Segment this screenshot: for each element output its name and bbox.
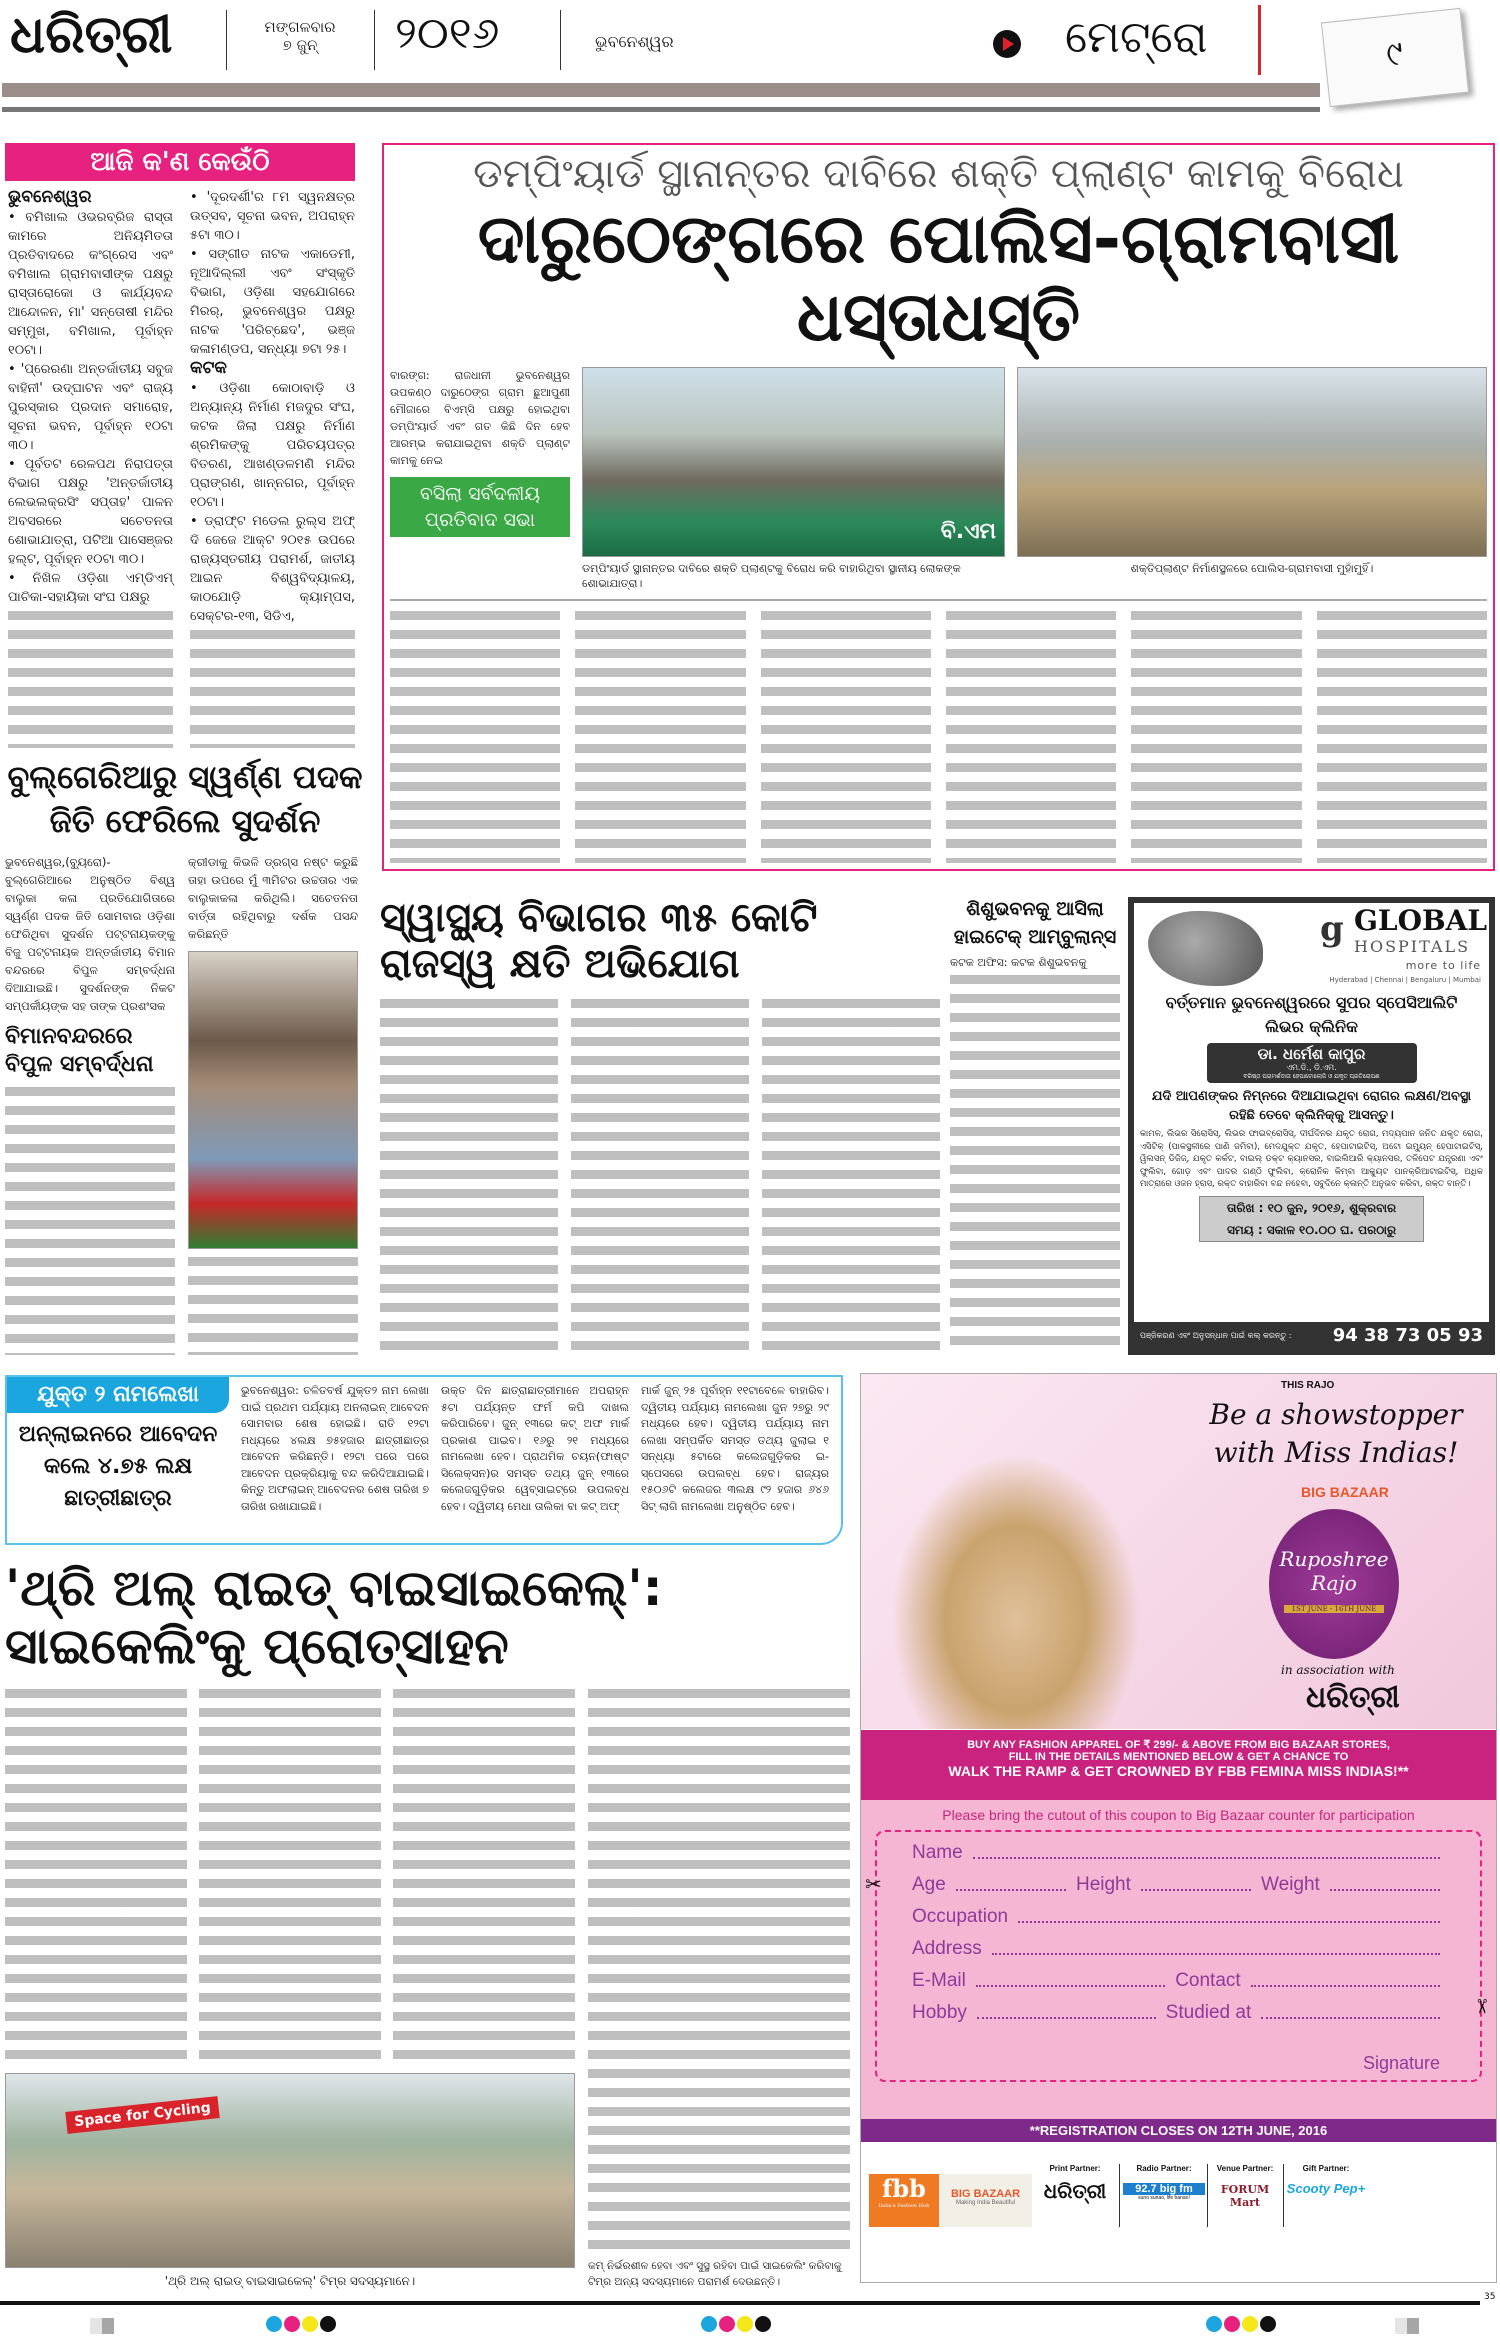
doctor-designation: ବରିଷ୍ଠ ପରାମର୍ଶଦାତା ହେପାଟୋଲୋଜି ଓ ଯକୃତ ପ୍ରତିରୋପଣ	[1243, 1073, 1380, 1080]
clinic-time: ସମୟ : ସକାଳ ୧୦.୦୦ ଘ. ପରଠାରୁ	[1226, 1222, 1397, 1237]
listing-city-heading: କଟକ	[190, 358, 227, 378]
doctor-degree: ଏମ.ଡି., ଡି.ଏମ.	[1286, 1063, 1337, 1072]
sand-art-headline: ବୁଲ୍‌ଗେରିଆରୁ ସ୍ୱର୍ଣ୍ଣ ପଦକ ଜିତି ଫେରିଲେ ସୁଦର୍ଶନ	[7, 758, 363, 840]
listing-item: • ଓଡ଼ିଶା କୋଠାବାଡ଼ି ଓ ଅନ୍ୟାନ୍ୟ ନିର୍ମାଣ ମଜଦୁର ସଂଘ, କଟକ ଜିଲା ପକ୍ଷରୁ ନିର୍ମାଣ ଶ୍ରମିକଙ୍କୁ ପରିଚୟପତ୍ର ବିତରଣ, ଆଖଣ୍ଡଳମଣି ମନ୍ଦିର ପ୍ରାଙ୍ଗଣ, ଖାନ୍‌ନଗର, ପୂର୍ବାହ୍ନ ୧୦ଟା।	[190, 380, 355, 510]
article-body-text	[761, 611, 931, 863]
field-name[interactable]: Name	[912, 1832, 1440, 1864]
field-age-height-weight[interactable]: Age Height Weight	[912, 1864, 1440, 1896]
plus2-column: ଭୁବନେଶ୍ୱର: ଚଳିତବର୍ଷ ଯୁକ୍ତ୨ ନାମ ଲେଖା ପାଇଁ ପ୍ରଥମ ପର୍ଯ୍ୟାୟ ଅନଲାଇନ୍ ଆବେଦନ ସୋମବାର ଶେଷ ହୋଇଛି। ରାତି ୧୨ଟା ମଧ୍ୟରେ ୪ଲକ୍ଷ ୭୫ହଜାର ଛାତ୍ରୀଛାତ୍ର ଆବେଦନ କରିଛନ୍ତି। ୧୨ଟା ପରେ ପରେ ଆବେଦନ ପ୍ରକ୍ରିୟାକୁ ବନ୍ଦ କରିଦିଆଯାଇଛି। କିନ୍ତୁ ଅଫଲାଇନ୍ ଆବେଦନର ଶେଷ ତାରିଖ ୭ ତାରିଖ ରଖାଯାଇଛି।	[241, 1384, 429, 1513]
article-body-text	[1317, 611, 1487, 863]
listing-item: • 'ପ୍ରେରଣା ଅନ୍ତର୍ଜାତୀୟ ସବୁଜ ବାହିନୀ' ଉଦ୍‌ଘାଟନ ଏବଂ ରାଜ୍ୟ ପୁରସ୍କାର ପ୍ରଦାନ ସମାରୋହ, ସୂଚନା ଭବନ, ପୂର୍ବାହ୍ନ ୧୦ଟା ୩୦।	[8, 361, 173, 453]
section-title: ମେଟ୍ରୋ	[1065, 12, 1208, 63]
header-rule	[2, 107, 1320, 112]
cycling-photo	[5, 2073, 575, 2268]
radio-partner: Radio Partner: 92.7 big fm suno sunao, life banao!	[1123, 2164, 1205, 2201]
police-photo	[1017, 367, 1487, 557]
ad-kicker: THIS RAJO	[1281, 1380, 1335, 1391]
clinic-date: ତାରିଖ : ୧୦ ଜୁନ, ୨୦୧୬, ଶୁକ୍ରବାର	[1226, 1200, 1397, 1215]
field-email-contact[interactable]: E-Mail Contact	[912, 1960, 1440, 1992]
plus2-headline: ଅନ୍‌ଲାଇନରେ ଆବେଦନ କଲେ ୪.୭୫ ଲକ୍ଷ ଛାତ୍ରୀଛାତ୍ର	[18, 1422, 218, 1511]
article-body-text	[571, 999, 749, 1355]
ad-title: Be a showstopper with Miss Indias!	[1209, 1398, 1463, 1469]
lead-subhead: ବସିଲା ସର୍ବଦଳୀୟ ପ୍ରତିବାଦ ସଭା	[390, 477, 570, 537]
phone-number[interactable]: 94 38 73 05 93	[1332, 1325, 1483, 1346]
page-number: ୯	[1384, 33, 1406, 75]
sand-art-subhead: ବିମାନବନ୍ଦରରେ ବିପୁଳ ସମ୍ବର୍ଦ୍ଧନା	[5, 1024, 154, 1077]
article-body-text	[588, 1689, 850, 2254]
scissors-icon: ✂	[1469, 1998, 1492, 2015]
field-hobby-studied[interactable]: Hobby Studied at	[912, 1992, 1440, 2024]
bigbazaar-partner-logo: BIG BAZAAR Making India Beautiful	[939, 2174, 1032, 2227]
print-partner: Print Partner: ଧରିତ୍ରୀ	[1043, 2164, 1107, 2203]
hospital-tagline: more to life	[1405, 959, 1481, 972]
dharitri-logo: ଧରିତ୍ରୀ	[1306, 1680, 1400, 1715]
lead-intro: ବାରଙ୍ଗ: ରାଜଧାନୀ ଭୁବନେଶ୍ୱର ଉପକଣ୍ଠ ଦାରୁଠେଙ୍ଗ ଗ୍ରାମ ଛୁଆପୁଣୀ ମୌଜାରେ ବିଏମ୍‌ସି ପକ୍ଷରୁ ହୋଇଥିବା ଡମ୍ପିଂୟାର୍ଡ ଏବଂ ଗତ କିଛି ଦିନ ହେବ ଆରମ୍ଭ କରାଯାଇଥିବା ଶକ୍ତି ପ୍ଲାଣ୍ଟ କାମକୁ ନେଇ	[390, 369, 570, 468]
article-body-text	[950, 975, 1120, 1355]
coupon-form	[875, 1830, 1482, 2082]
footer-rule	[0, 2301, 1480, 2305]
lead-body	[390, 367, 1487, 863]
photo-caption: ଶକ୍ତିପ୍ଲାଣ୍ଟ ନିର୍ମାଣସ୍ଥଳରେ ପୋଲିସ-ଗ୍ରାମବାସୀ ମୁହାଁମୁହିଁ।	[1130, 562, 1374, 576]
conditions-list: କାମଳ, ଲିଭର ସିରୋସିସ୍, ଲିଭର ଫାଇବ୍ରୋସିସ୍, ଦୀର୍ଘଦିନର ଯକୃତ ରୋଗ, ମଦ୍ୟପାନ ଜନିତ ଯକୃତ ରୋଗ, ଏସିଟିକ୍ (ପାକସ୍ଥଳୀରେ ପାଣି ଜମିବା), ମେଦଯୁକ୍ତ ଯକୃତ, ହେପାଟାଇଟିସ୍, ଅଟୋ ଇମ୍ୟୁନ୍ ହେପାଟାଇଟିସ୍, ୱିଲସନ୍ ଡିଜିଜ୍, ଯକୃତ କର୍କଟ, ବାଇଲ୍ ଡକ୍ଟ କ୍ୟାନସର, ବାଇଲିଆରି କ୍ୟାନସର, ତଳିପେଟ ଯନ୍ତ୍ରଣା ଏବଂ ଫୁଲିବା, ଗୋଡ଼ ଏବଂ ପାଦର ଗଣ୍ଠି ଫୁଲିବା, କ୍ରୋନିକ କିମ୍ବା ଆକ୍ୟୁଟ ପାନକ୍ରିଆଟାଇଟିସ୍, ଅଧିକ ମାତ୍ରାରେ ଓଜନ ହ୍ରାସ, ରକ୍ତ ବାହାରିବା ବନ୍ଦ ନହେବା, ସବୁଦିନେ କ୍ଳାନ୍ତି ଅନୁଭବ କରିବା, ରକ୍ତ ବାନ୍ତି।	[1140, 1129, 1483, 1189]
article-body-text	[393, 1689, 575, 2065]
hospital-brand-sub: HOSPITALS	[1354, 937, 1471, 956]
coupon-instruction: Please bring the cutout of this coupon to Big Bazaar counter for participation	[942, 1807, 1415, 1823]
hospital-ad	[1128, 897, 1495, 1355]
field-address[interactable]: Address	[912, 1928, 1440, 1960]
protest-photo: ବି.ଏମ	[582, 367, 1005, 557]
folio-number: 35	[1484, 2292, 1496, 2302]
scissors-icon: ✂	[865, 1874, 882, 1896]
page-number-tab	[1321, 8, 1469, 107]
plus2-tag: ଯୁକ୍ତ ୨ ନାମଲେଖା	[7, 1377, 229, 1413]
clinic-title: ବର୍ତ୍ତମାନ ଭୁବନେଶ୍ୱରରେ ସୁପର ସ୍ପେସିଆଲିଟି ଲିଭର କ୍ଲିନିକ	[1165, 993, 1458, 1036]
newspaper-logo: ଧରିତ୍ରୀ	[10, 4, 173, 65]
article-body-text	[5, 1689, 187, 2065]
year-label: ୨୦୧୬	[395, 8, 500, 59]
health-headline: ସ୍ୱାସ୍ଥ୍ୟ ବିଭାଗର ୩୫ କୋଟି ରାଜସ୍ୱ କ୍ଷତି ଅଭିଯୋଗ	[380, 895, 818, 987]
article-body-text	[1131, 611, 1301, 863]
ambulance-headline: ଶିଶୁଭବନକୁ ଆସିଲା ହାଇଟେକ୍ ଆମ୍ବୁଲାନ୍ସ	[953, 898, 1117, 948]
article-body-text	[762, 999, 940, 1355]
listing-item: • ବମିଖାଲ ଓଭରବ୍ରିଜ ରାସ୍ତା କାମରେ ଅନିୟମିତତା ପ୍ରତିବାଦରେ କଂଗ୍ରେସ ଏବଂ ବମିଖାଲ ଗ୍ରାମବାସୀଙ୍କ ପକ୍ଷରୁ ରାସ୍ତାରୋକୋ ଓ କାର୍ଯ୍ୟବନ୍ଦ ଆନ୍ଦୋଳନ, ମା' ସନ୍ତୋଷୀ ମନ୍ଦିର ସମ୍ମୁଖ, ବମିଖାଲ, ପୂର୍ବାହ୍ନ ୧୦ଟା।	[8, 209, 173, 358]
date-block	[245, 18, 355, 54]
article-body-text	[5, 1087, 175, 1355]
sand-art-quote: କ୍ରୀଡାକୁ କିଭଳି ଡ୍ରଗ୍ସ ନଷ୍ଟ କରୁଛି ତାହା ଉପରେ ମୁଁ ୩ମିଟର ଉଚ୍ଚତାର ଏକ ବାଲୁକାକଳା କରିଥିଲି। ସଚେତନତା ବାର୍ତ୍ତା ରହିଥିବାରୁ ଦର୍ଶକ ପସନ୍ଦ କରିଛନ୍ତି	[188, 855, 358, 941]
article-body-text	[380, 999, 558, 1355]
listing-item: • ଡ୍ରାଫ୍ଟ ମଡେଲ ରୁଲ୍‌ସ ଅଫ୍ ଦି ଜେଜେ ଆକ୍ଟ ୨୦୧୫ ଉପରେ ରାଜ୍ୟସ୍ତରୀୟ ପରାମର୍ଶ, ଜାତୀୟ ଆଇନ ବିଶ୍ୱବିଦ୍ୟାଳୟ, କାଠଯୋଡ଼ି କ୍ୟାମ୍ପସ, ସେକ୍ଟର-୧୩, ସିଡିଏ,	[190, 513, 355, 624]
header-band	[2, 83, 1320, 97]
listings-title: ଆଜି କ'ଣ କେଉଁଠି	[5, 143, 355, 181]
field-occupation[interactable]: Occupation	[912, 1896, 1440, 1928]
photo-caption: 'ଥ୍ରି ଅଲ୍ ରାଇଡ୍ ବାଇସାଇକେଲ୍' ଟିମ୍‌ର ସଦସ୍ୟମାନେ।	[164, 2274, 416, 2288]
g-logo-icon: g	[1320, 909, 1344, 949]
fbb-logo: fbb India's Fashion Hub	[869, 2174, 939, 2227]
listing-item: • ସଙ୍ଗୀତ ନାଟକ ଏକାଡେମୀ, ନୂଆଦିଲ୍ଲୀ ଏବଂ ସଂସ୍କୃତି ବିଭାଗ, ଓଡ଼ିଶା ସହଯୋଗରେ ମିରର୍, ଭୁବନେଶ୍ୱର ପକ୍ଷରୁ ନାଟକ 'ପରିଚ୍ଛେଦ', ଭଞ୍ଜ କଳାମଣ୍ଡପ, ସନ୍ଧ୍ୟା ୭ଟା ୨୫।	[190, 247, 355, 357]
listing-item: • 'ଦୂରଦର୍ଶୀ'ର ୮ମ ସ୍ୱନକ୍ଷତ୍ର ଉତ୍ସବ, ସୂଚନା ଭବନ, ଅପରାହ୍ନ ୫ଟା ୩୦।	[190, 190, 355, 243]
sand-art-story	[5, 755, 365, 1355]
cycling-story	[5, 1560, 850, 2290]
photo-caption: ଡମ୍ପିଂୟାର୍ଡ ସ୍ଥାନାନ୍ତର ଦାବିରେ ଶକ୍ତି ପ୍ଲାଣ୍ଟକୁ ବିରୋଧ କରି ବାହାରିଥିବା ସ୍ଥାନୀୟ ଲୋକଙ୍କ ଶୋଭାଯାତ୍ରା।	[582, 562, 961, 591]
article-body-text	[199, 1689, 381, 2065]
article-body-text	[390, 611, 560, 863]
contact-bar	[1134, 1322, 1489, 1349]
doctor-box	[1207, 1043, 1417, 1083]
gift-partner: Gift Partner: Scooty Pep+	[1286, 2164, 1366, 2196]
lead-headline: ଦାରୁଠେଙ୍ଗରେ ପୋଲିସ-ଗ୍ରାମବାସୀ ଧସ୍ତାଧସ୍ତି	[477, 200, 1400, 358]
day-label: ମଙ୍ଗଳବାର	[264, 18, 336, 36]
contact-label: ପଞ୍ଜିକରଣ ଏବଂ ଅନୁସନ୍ଧାନ ପାଇଁ କଲ୍ କରନ୍ତୁ :	[1140, 1330, 1292, 1340]
color-registration-dots	[700, 2316, 772, 2336]
sudarshan-photo	[188, 951, 358, 1249]
bigbazaar-ad	[860, 1373, 1497, 2283]
color-registration-dots	[265, 2316, 337, 2336]
signature-label: Signature	[1362, 2053, 1440, 2073]
venue-partner: Venue Partner: FORUM Mart	[1216, 2164, 1274, 2209]
health-story	[380, 895, 940, 1355]
offer-banner: BUY ANY FASHION APPAREL OF ₹ 299/- & ABOVE FROM BIG BAZAAR STORES, FILL IN THE DETAILS MENTIONED BELOW & GET A CHANCE TO WALK THE RAMP & GET CROWNED BY FBB FEMINA MISS INDIAS!**	[861, 1730, 1496, 1800]
listings-right-column	[190, 188, 355, 748]
article-body-text	[946, 611, 1116, 863]
plus2-column: ମାର୍କ ଜୁନ୍ ୨୫ ପୂର୍ବାହ୍ନ ୧୧ଟାବେଳେ ବାହାରିବ। ଦ୍ୱିତୀୟ ପର୍ଯ୍ୟାୟ ନାମଲେଖା ଜୁନ ୨୭ରୁ ୨୯ ମଧ୍ୟରେ ହେବ। ଦ୍ୱିତୀୟ ପର୍ଯ୍ୟାୟ ନାମ ଲେଖା ସମ୍ପର୍କିତ ସମସ୍ତ ତଥ୍ୟ ଜୁଲାଇ ୧ ସନ୍ଧ୍ୟା ୫ଟାରେ କଲେଜଗୁଡ଼ିକର ଇ-ସ୍ପେସରେ ଉପଲବ୍ଧ ହେବ। ରାଜ୍ୟର ୧୫୦୬ଟି କଲେଜର ୩ଲକ୍ଷ ୯୨ ହଜାର ୬୪୬ ସିଟ୍ ଲାଗି ନାମଲେଖା ଅନୁଷ୍ଠିତ ହେବ।	[641, 1384, 829, 1513]
bigbazaar-logo: BIG BAZAAR	[1301, 1484, 1389, 1500]
listings-left-column	[8, 188, 173, 748]
article-body-text	[575, 611, 745, 863]
listing-item: • ନିଖିଳ ଓଡ଼ିଶା ଏମ୍‌ଡିଏମ୍ ପାଚିକା-ସହାୟିକା ସଂଘ ପକ୍ଷରୁ	[8, 570, 173, 605]
listing-item: • ପୂର୍ବତଟ ରେଳପଥ ନିରାପତ୍ତା ବିଭାଗ ପକ୍ଷରୁ 'ଅନ୍ତର୍ଜାତୀୟ ଲେଭଲକ୍ରସିଂ ସପ୍ତାହ' ପାଳନ ଅବସରରେ ସଚେତନତା ଶୋଭାଯାତ୍ରା, ପଟିଆ ପାସେଞ୍ଜର ହଲ୍‌ଟ, ପୂର୍ବାହ୍ନ ୧୦ଟା ୩୦।	[8, 456, 173, 567]
red-divider	[1258, 5, 1261, 75]
cycling-closing: କମ୍ ନିର୍ଭରଶୀଳ ହେବା ଏବଂ ସୁସ୍ଥ ରହିବା ପାଇଁ ସାଇକେଲିଂ କରିବାକୁ ଟିମ୍‌ର ଅନ୍ୟ ସଦସ୍ୟମାନେ ପରାମର୍ଶ ଦେଉଛନ୍ତି।	[588, 2260, 842, 2288]
ruposhree-badge: Ruposhree Rajo 1ST JUNE - 16TH JUNE	[1269, 1509, 1399, 1659]
cycling-headline: 'ଥ୍ରି ଅଲ୍ ରାଇଡ୍ ବାଇସାଇକେଲ୍': ସାଇକେଲିଂକୁ ପ୍ରୋତ୍ସାହନ	[5, 1559, 663, 1675]
registration-mark	[90, 2318, 114, 2334]
ambulance-intro: କଟକ ଅଫିସ: କଟକ ଶିଶୁଭବନକୁ	[950, 956, 1087, 969]
hospital-brand: GLOBAL	[1354, 904, 1488, 937]
ambulance-story	[950, 895, 1120, 1355]
association-text: in association with	[1281, 1663, 1395, 1677]
city-label: ଭୁବନେଶ୍ୱର	[595, 32, 674, 51]
registration-mark	[1395, 2318, 1419, 2334]
registration-banner: **REGISTRATION CLOSES ON 12TH JUNE, 2016	[861, 2119, 1496, 2142]
clinic-schedule	[1199, 1196, 1424, 1242]
listing-city-heading: ଭୁବନେଶ୍ୱର	[8, 187, 92, 207]
liver-image	[1148, 911, 1263, 986]
doctor-name: ଡା. ଧର୍ମେଶ କାପୁର	[1257, 1045, 1366, 1063]
color-registration-dots	[1205, 2316, 1277, 2336]
hospital-cities: Hyderabad | Chennai | Bengaluru | Mumbai	[1329, 976, 1481, 984]
article-body-text	[188, 1257, 358, 1355]
plus2-story	[5, 1375, 843, 1545]
lead-kicker: ଡମ୍ପିଂୟାର୍ଡ ସ୍ଥାନାନ୍ତର ଦାବିରେ ଶକ୍ତି ପ୍ଲାଣ୍ଟ କାମକୁ ବିରୋଧ	[473, 151, 1404, 197]
lead-story	[382, 143, 1495, 871]
plus2-column: ଉକ୍ତ ଦିନ ଛାତ୍ରାଛାତ୍ରୀମାନେ ଅପରାହ୍ନ ୫ଟା ପର୍ଯ୍ୟନ୍ତ ଫର୍ମ କପି ଦାଖଲ କରିପାରିବେ। ଜୁନ୍ ୧୩ରେ କଟ୍ ଅଫ ମାର୍କ ପ୍ରକାଶ ପାଇବ। ୧୬ରୁ ୨୧ ମଧ୍ୟରେ ନାମଲେଖା ହେବ। ପ୍ରାଥମିକ ଚୟନ(ଫାଷ୍ଟ ସିଲେକ୍ସନ)ର ସମସ୍ତ ତଥ୍ୟ ଜୁନ୍ ୧୩ରେ କଲେଜଗୁଡ଼ିକର ୱେବ୍‌ସାଇଟ୍‌ରେ ଉପଲବ୍ଧ ହେବ। ଦ୍ୱିତୀୟ ମେଧା ତାଲିକା ବା କଟ୍ ଅଫ୍	[441, 1384, 629, 1513]
play-bullet-icon	[993, 30, 1021, 58]
date-label: ୭ ଜୁନ୍	[282, 36, 318, 54]
clinic-cta: ଯଦି ଆପଣଙ୍କର ନିମ୍ନରେ ଦିଆଯାଇଥିବା ରୋଗର ଲକ୍ଷଣ/ଅବସ୍ଥା ରହିଛି ତେବେ କ୍ଲିନିକ୍‌କୁ ଆସନ୍ତୁ।	[1151, 1089, 1472, 1123]
sand-art-intro: ଭୁବନେଶ୍ୱର,(ବ୍ୟୁରୋ)- ବୁଲ୍‌ଗେରିଆରେ ଅନୁଷ୍ଠିତ ବିଶ୍ୱ ବାଲୁକା କଳା ପ୍ରତିଯୋଗିତାରେ ସ୍ୱର୍ଣ୍ଣ ପଦକ ଜିତି ସୋମବାର ଓଡ଼ିଶା ଫେରିଥିବା ସୁଦର୍ଶନ ପଟ୍ଟନାୟକଙ୍କୁ ବିଜୁ ପଟ୍ଟନାୟକ ଅନ୍ତର୍ଜାତୀୟ ବିମାନ ବନ୍ଦରରେ ବିପୁଳ ସମ୍ବର୍ଦ୍ଧନା ଦିଆଯାଇଛି। ସୁଦର୍ଶନଙ୍କ ନିକଟ ସମ୍ପର୍କୀୟଙ୍କ ସହ ତାଙ୍କ ପ୍ରଶଂସକ	[5, 855, 175, 1013]
miss-india-photo	[891, 1454, 1141, 1729]
cycling-banner: Space for Cycling	[65, 2096, 219, 2134]
